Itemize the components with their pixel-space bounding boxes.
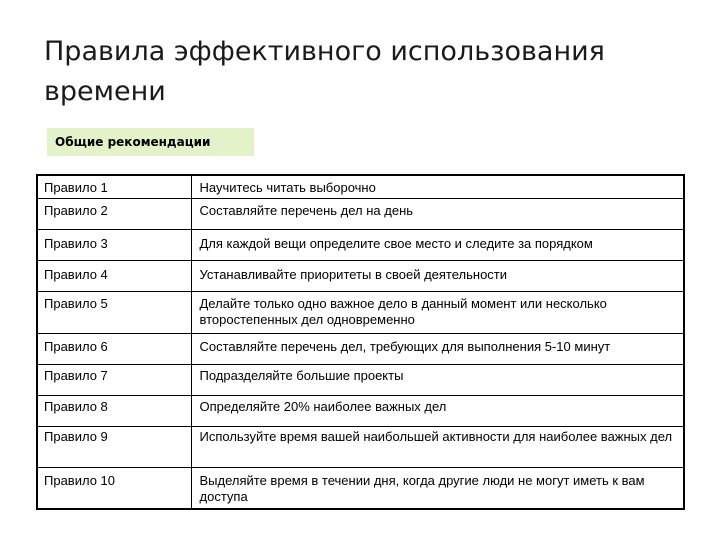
table-row xyxy=(37,467,684,509)
rule-number-cell: Правило 3 xyxy=(37,229,191,260)
rule-number-cell: Правило 5 xyxy=(37,291,191,333)
table-row xyxy=(37,198,684,229)
section-subtitle: Общие рекомендации xyxy=(47,128,254,156)
table-row xyxy=(37,364,684,395)
rule-text-cell: Научитесь читать выборочно xyxy=(191,175,684,198)
rule-text-cell: Выделяйте время в течении дня, когда другие люди не могут иметь к вам доступа xyxy=(191,467,684,509)
rule-number-cell: Правило 4 xyxy=(37,260,191,291)
rule-text-cell: Определяйте 20% наиболее важных дел xyxy=(191,395,684,426)
rule-text-cell: Составляйте перечень дел, требующих для выполнения 5-10 минут xyxy=(191,333,684,364)
rule-text-cell: Используйте время вашей наибольшей активности для наиболее важных дел xyxy=(191,426,684,467)
table-row xyxy=(37,333,684,364)
rule-number-cell: Правило 1 xyxy=(37,175,191,198)
rule-number-cell: Правило 7 xyxy=(37,364,191,395)
rule-number-cell: Правило 6 xyxy=(37,333,191,364)
rule-text-cell: Составляйте перечень дел на день xyxy=(191,198,684,229)
table-row xyxy=(37,426,684,467)
table-row xyxy=(37,175,684,198)
table-row xyxy=(37,260,684,291)
rule-text-cell: Подразделяйте большие проекты xyxy=(191,364,684,395)
rule-number-cell: Правило 2 xyxy=(37,198,191,229)
rule-number-cell: Правило 9 xyxy=(37,426,191,467)
rule-number-cell: Правило 10 xyxy=(37,467,191,509)
table-row xyxy=(37,395,684,426)
slide-title: Правила эффективного использования времени xyxy=(44,36,605,107)
rule-number-cell: Правило 8 xyxy=(37,395,191,426)
rule-text-cell: Делайте только одно важное дело в данный момент или несколько второстепенных дел одновременно xyxy=(191,291,684,333)
table-row xyxy=(37,291,684,333)
rule-text-cell: Для каждой вещи определите свое место и следите за порядком xyxy=(191,229,684,260)
rule-text-cell: Устанавливайте приоритеты в своей деятельности xyxy=(191,260,684,291)
table-row xyxy=(37,229,684,260)
rules-table xyxy=(36,174,685,510)
